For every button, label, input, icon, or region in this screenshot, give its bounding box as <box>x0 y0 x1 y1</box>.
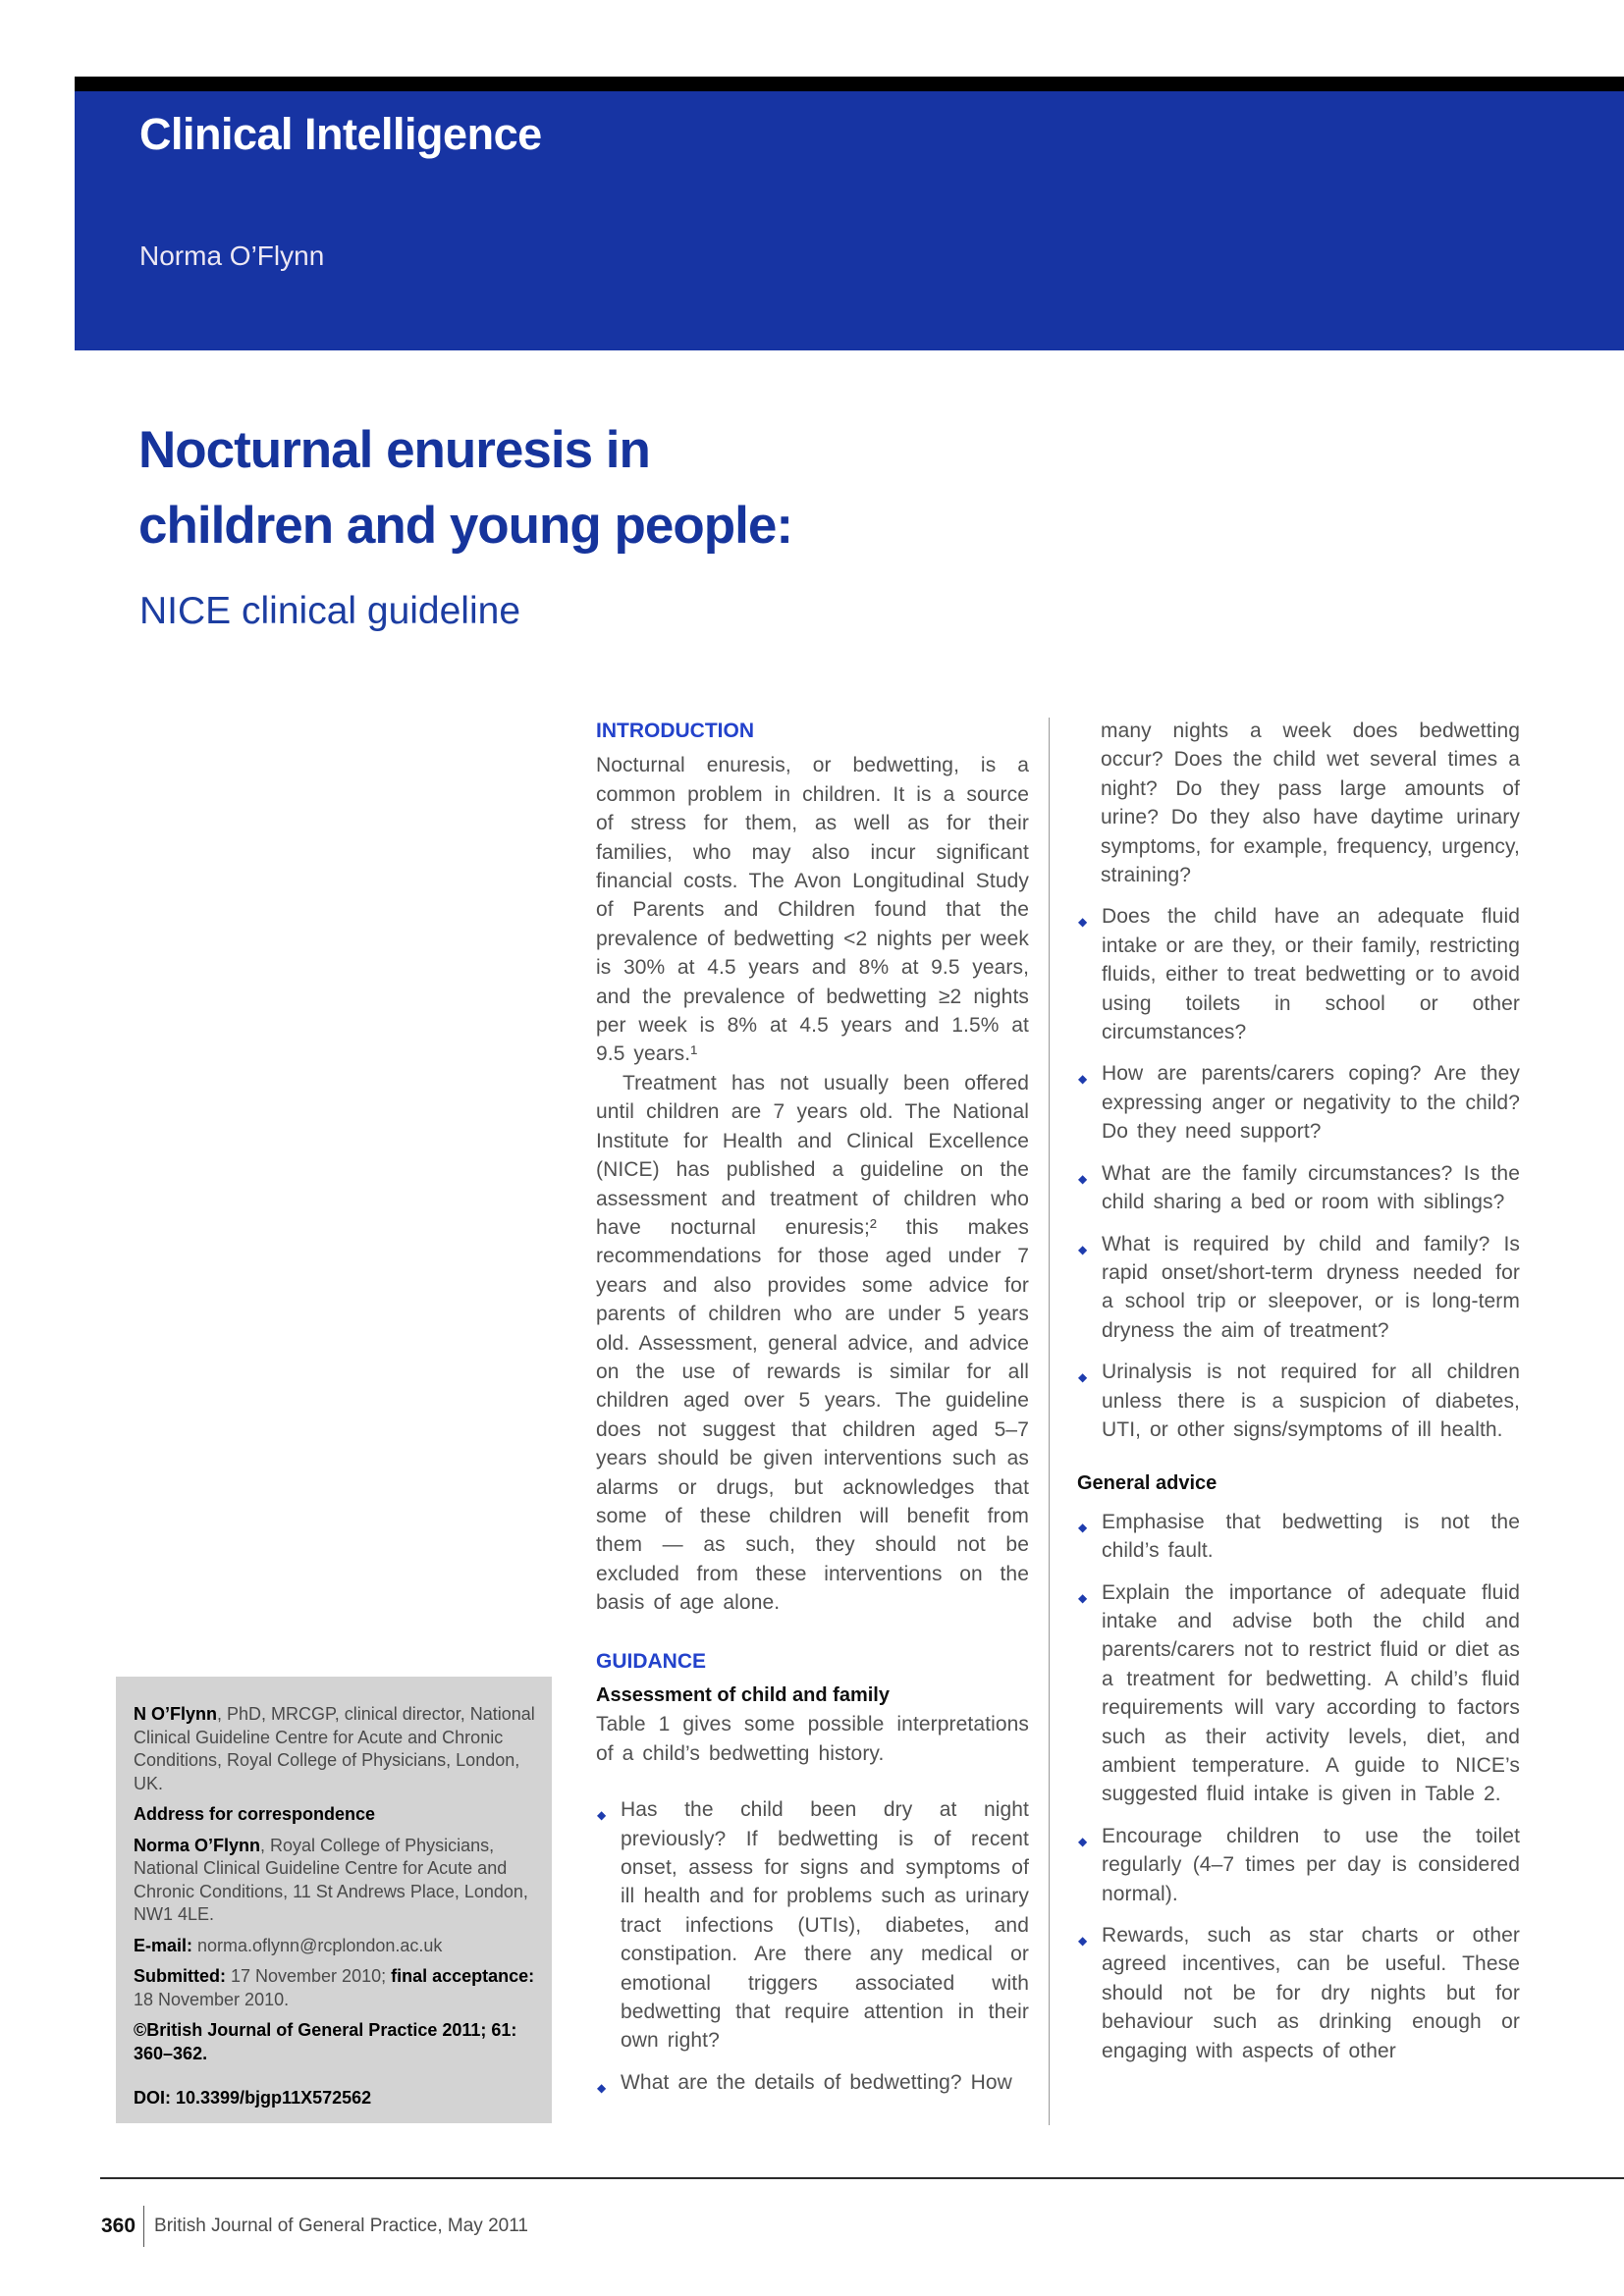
bullet-item <box>596 1795 1029 2056</box>
email-line <box>134 1935 535 1958</box>
author-info-box <box>116 1677 552 2123</box>
section-title: Clinical Intelligence <box>139 109 542 159</box>
article-title-line2: children and young people: <box>138 497 792 555</box>
submitted-label: Submitted: <box>134 1966 226 1986</box>
paragraph-continuation: many nights a week does bedwetting occur? Does the child wet several times a night? Do they pass large amounts of urine? Do they also have daytime urinary symptoms, for example, frequency, urgency, straining? <box>1101 720 1520 887</box>
author-name: Norma O’Flynn <box>139 240 325 271</box>
bullet-icon: ◆ <box>1078 1242 1088 1256</box>
acceptance-date: 18 November 2010. <box>134 1989 290 2009</box>
copyright-line: ©British Journal of General Practice 2011; 61: 360–362. <box>134 2020 517 2063</box>
bullet-item <box>1077 1159 1520 1217</box>
bullet-item <box>1077 1358 1520 1444</box>
masthead-banner <box>75 91 1624 350</box>
section-heading-guidance: GUIDANCE <box>596 1649 707 1673</box>
author-credentials-text: , PhD, MRCGP, clinical director, National Clinical Guideline Centre for Acute and Chronic Conditions, Royal College of Physicians, London, UK. <box>134 1704 535 1793</box>
footer-rule <box>100 2177 1624 2179</box>
doi-line: DOI: 10.3399/bjgp11X572562 <box>134 2088 372 2108</box>
bullet-text: What is required by child and family? Is rapid onset/short-term dryness needed for a school trip or sleepover, or is long-term dryness the aim of treatment? <box>1102 1232 1520 1342</box>
bullet-text: Urinalysis is not required for all children unless there is a suspicion of diabetes, UTI, or other signs/symptoms of ill health. <box>1102 1361 1520 1441</box>
bullet-text: What are the family circumstances? Is the child sharing a bed or room with siblings? <box>1102 1161 1520 1214</box>
bullet-item <box>1077 1921 1520 2065</box>
bullet-icon: ◆ <box>597 1808 607 1823</box>
paragraph: Table 1 gives some possible interpretations of a child’s bedwetting history. <box>596 1713 1029 1765</box>
bullet-text: Does the child have an adequate fluid intake or are they, or their family, restricting fluids, either to treat bedwetting or to avoid using toilets in school or other circumstances? <box>1102 905 1520 1044</box>
bullet-icon: ◆ <box>1078 915 1088 930</box>
bullet-icon: ◆ <box>1078 1171 1088 1186</box>
bullet-text: Has the child been dry at night previously? If bedwetting is of recent onset, assess for signs and symptoms of ill health and for problems such as urinary tract infections (UTIs), diabetes, and constipation. Are there any medical or emotional triggers associated with bedwetting that require attention in their own right? <box>621 1798 1029 2053</box>
article-title-line1: Nocturnal enuresis in <box>138 421 650 479</box>
bullet-icon: ◆ <box>597 2080 607 2095</box>
page-number: 360 <box>101 2215 136 2237</box>
bullet-text: Rewards, such as star charts or other agreed incentives, can be useful. These should not be for dry nights but for behaviour such as drinking enough or engaging with aspects of other <box>1102 1924 1520 2062</box>
section-heading-introduction: INTRODUCTION <box>596 720 754 742</box>
correspondence-text: , Royal College of Physicians, National Clinical Guideline Centre for Acute and Chronic Conditions, 11 St Andrews Place, London, NW1 4LE. <box>134 1835 528 1924</box>
bullet-item <box>1077 1822 1520 1908</box>
paragraph: Nocturnal enuresis, or bedwetting, is a common problem in children. It is a source of stress for them, as well as for their families, who may also incur significant financial costs. The Avon Longitudinal Study of Parents and Children found that the prevalence of bedwetting <2 nights per week is 30% at 4.5 years and 8% at 9.5 years, and the prevalence of bedwetting ≥2 nights per week is 8% at 4.5 years and 1.5% at 9.5 years.¹ <box>596 754 1029 1066</box>
correspondence-heading: Address for correspondence <box>134 1804 376 1824</box>
article-subtitle: NICE clinical guideline <box>139 590 521 632</box>
bullet-text: What are the details of bedwetting? How <box>621 2070 1012 2094</box>
bullet-icon: ◆ <box>1078 1834 1088 1848</box>
author-credentials <box>134 1703 535 1795</box>
bullet-item <box>1077 1578 1520 1809</box>
bullet-item <box>1077 1508 1520 1566</box>
column-left <box>596 717 1029 2097</box>
bullet-icon: ◆ <box>1078 1370 1088 1385</box>
bullet-text: How are parents/carers coping? Are they expressing anger or negativity to the child? Do they need support? <box>1102 1062 1520 1144</box>
footer-divider <box>143 2206 144 2247</box>
bullet-item <box>596 2068 1029 2097</box>
journal-name: British Journal of General Practice, May 2011 <box>154 2216 528 2236</box>
article-title <box>138 412 792 563</box>
correspondence-name: Norma O’Flynn <box>134 1835 261 1855</box>
subheading-assessment: Assessment of child and family <box>596 1684 890 1706</box>
email-address: norma.oflynn@rcplondon.ac.uk <box>192 1935 443 1955</box>
paragraph: Treatment has not usually been offered until children are 7 years old. The National Institute for Health and Clinical Excellence (NICE) has published a guideline on the assessment and treatment of children who have nocturnal enuresis;² this makes recommendations for those aged under 7 years and also provides some advice for parents of children who are under 5 years old. Assessment, general advice, and advice on the use of rewards is similar for all children aged over 5 years. The guideline does not suggest that children aged 5–7 years should be given interventions such as alarms or drugs, but acknowledges that some of these children will benefit from them — as such, they should not be excluded from these interventions on the basis of age alone. <box>596 1071 1029 1615</box>
bullet-icon: ◆ <box>1078 1934 1088 1949</box>
column-right <box>1077 717 1520 2065</box>
subheading-general-advice: General advice <box>1077 1472 1218 1495</box>
email-label: E-mail: <box>134 1935 193 1955</box>
submitted-date: 17 November 2010; <box>226 1966 392 1986</box>
bullet-item <box>1077 1059 1520 1146</box>
bullet-text: Encourage children to use the toilet regularly (4–7 times per day is considered normal). <box>1102 1824 1520 1905</box>
bullet-icon: ◆ <box>1078 1590 1088 1605</box>
bullet-text: Emphasise that bedwetting is not the child’s fault. <box>1102 1510 1520 1563</box>
bullet-item <box>1077 1230 1520 1346</box>
column-divider <box>1049 718 1050 2125</box>
bullet-text: Explain the importance of adequate fluid intake and advise both the child and parents/carers not to restrict fluid or diet as a treatment for bedwetting. A child’s fluid requirements will vary according to factors such as their activity levels, diet, and ambient temperature. A guide to NICE’s suggested fluid intake is given in Table 2. <box>1102 1580 1520 1806</box>
submission-line <box>134 1965 535 2011</box>
author-credentials-name: N O’Flynn <box>134 1704 217 1724</box>
bullet-icon: ◆ <box>1078 1520 1088 1534</box>
bullet-icon: ◆ <box>1078 1072 1088 1087</box>
page-footer <box>101 2205 528 2248</box>
correspondence-address <box>134 1835 535 1927</box>
masthead-top-rule <box>75 77 1624 91</box>
acceptance-label: final acceptance: <box>391 1966 535 1986</box>
bullet-item <box>1077 902 1520 1046</box>
